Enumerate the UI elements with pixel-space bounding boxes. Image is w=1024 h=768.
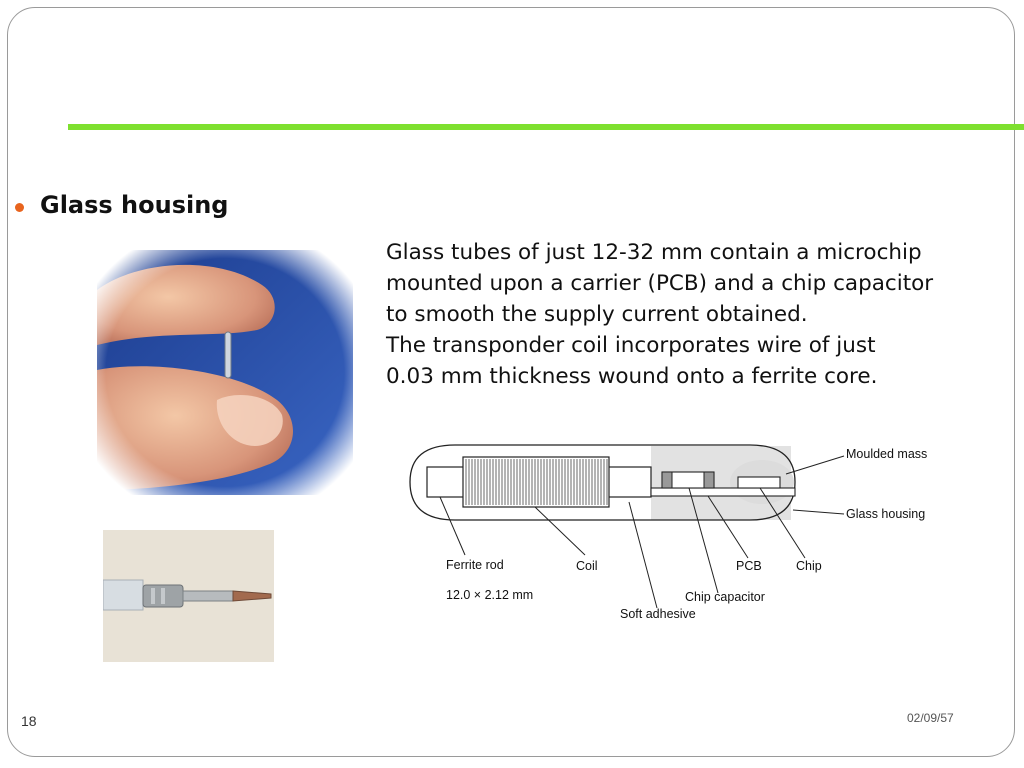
leader-line (440, 497, 465, 555)
label-glass-housing: Glass housing (846, 507, 926, 521)
transponder-diagram (400, 430, 960, 630)
capacitor-terminal (704, 472, 714, 488)
leader-line (786, 456, 844, 474)
label-dimension: 12.0 × 2.12 mm (446, 588, 534, 602)
label-coil: Coil (576, 559, 598, 573)
slide-number: 18 (21, 713, 37, 729)
title-accent-line (68, 124, 1024, 130)
label-ferrite-rod: Ferrite rod (446, 558, 504, 572)
body-text (386, 237, 996, 392)
finger-transponder-photo (97, 250, 353, 495)
capacitor-terminal (662, 472, 672, 488)
bullet-dot (15, 203, 24, 212)
leader-line (535, 507, 585, 555)
pcb (651, 488, 795, 496)
leader-line (793, 510, 844, 514)
chip (738, 477, 780, 488)
body-line: 0.03 mm thickness wound onto a ferrite core. (386, 364, 878, 389)
coil (463, 457, 609, 507)
body-line: The transponder coil incorporates wire of just (386, 333, 876, 358)
syringe-photo (103, 530, 274, 662)
label-pcb: PCB (736, 559, 762, 573)
label-chip-capacitor: Chip capacitor (685, 590, 765, 604)
body-line: mounted upon a carrier (PCB) and a chip capacitor (386, 271, 934, 296)
label-soft-adhesive: Soft adhesive (620, 607, 696, 621)
slide-date: 02/09/57 (907, 711, 954, 725)
bullet-heading: Glass housing (40, 191, 229, 219)
body-line: Glass tubes of just 12-32 mm contain a microchip (386, 240, 922, 265)
label-moulded-mass: Moulded mass (846, 447, 928, 461)
label-chip: Chip (796, 559, 822, 573)
body-line: to smooth the supply current obtained. (386, 302, 808, 327)
